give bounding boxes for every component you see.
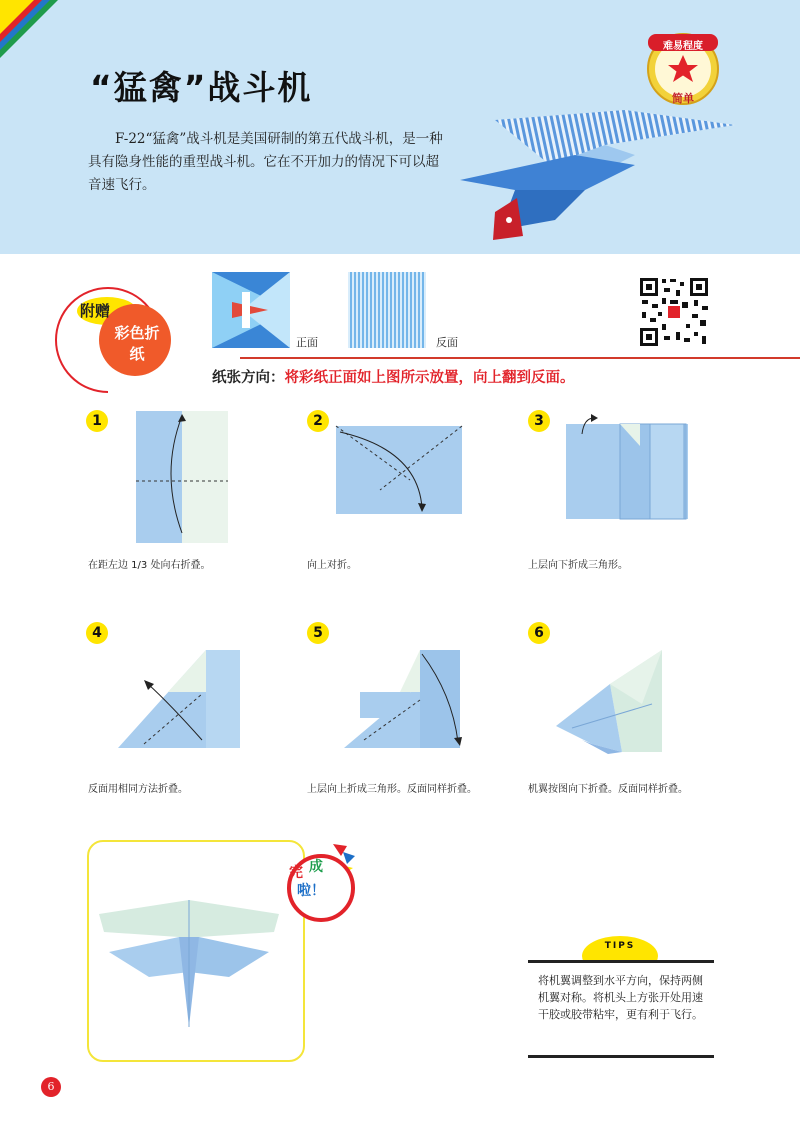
step-number-1: 1 [86, 410, 108, 432]
paper-direction-label: 纸张方向： [212, 370, 285, 386]
step-caption-3: 上层向下折成三角形。 [528, 560, 628, 571]
color-corner-decoration [0, 0, 70, 70]
step-caption-1: 在距左边 1/3 处向右折叠。 [88, 560, 211, 571]
paper-back-swatch [348, 272, 426, 348]
step-1-figure [136, 408, 236, 548]
back-label: 反面 [436, 336, 458, 349]
finish-char-1: 完 [289, 865, 303, 881]
step-number-4: 4 [86, 622, 108, 644]
tips-label: TIPS [604, 941, 636, 951]
gift-label-attached: 附赠 [80, 302, 111, 320]
difficulty-label: 难易程度 [663, 41, 703, 52]
step-number-3: 3 [528, 410, 550, 432]
finished-plane-box [87, 840, 305, 1062]
step-caption-2: 向上对折。 [307, 560, 357, 571]
divider-line [240, 357, 800, 359]
paper-front-swatch [212, 272, 290, 348]
step-6-figure [552, 644, 692, 756]
step-number-5: 5 [307, 622, 329, 644]
hero-plane-image [455, 90, 745, 245]
tips-top-rule [528, 960, 714, 963]
difficulty-value: 简单 [672, 92, 694, 105]
page-title: “猛禽”战斗机 [90, 68, 313, 107]
step-3-figure [560, 412, 700, 524]
step-number-6: 6 [528, 622, 550, 644]
finish-char-2: 成 [309, 859, 323, 875]
page-number: 6 [41, 1077, 61, 1097]
step-2-figure [330, 420, 470, 520]
tips-text: 将机翼调整到水平方向，保持两侧机翼对称。将机头上方张开处用速干胶或胶带粘牢，更有利于飞行。 [538, 974, 703, 1021]
step-number-2: 2 [307, 410, 329, 432]
intro-text: F-22“猛禽”战斗机是美国研制的第五代战斗机，是一种具有隐身性能的重型战斗机。它在不开加力的情况下可以超音速飞行。 [88, 131, 443, 193]
step-5-figure [340, 644, 470, 752]
qr-code-icon[interactable] [638, 276, 710, 348]
paper-direction [212, 366, 575, 387]
header-banner [0, 0, 800, 254]
front-label: 正面 [296, 336, 318, 349]
finished-plane-image [89, 842, 299, 1056]
paper-direction-text: 将彩纸正面如上图所示放置，向上翻到反面。 [284, 370, 575, 386]
step-4-figure [114, 644, 244, 752]
finish-char-3: 啦！ [297, 883, 325, 899]
step-caption-6: 机翼按图向下折叠。反面同样折叠。 [528, 784, 688, 795]
gift-label-paper: 彩色折纸 [114, 324, 160, 363]
step-caption-5: 上层向上折成三角形。反面同样折叠。 [307, 784, 477, 795]
tips-bottom-rule [528, 1055, 714, 1058]
step-caption-4: 反面用相同方法折叠。 [88, 784, 188, 795]
